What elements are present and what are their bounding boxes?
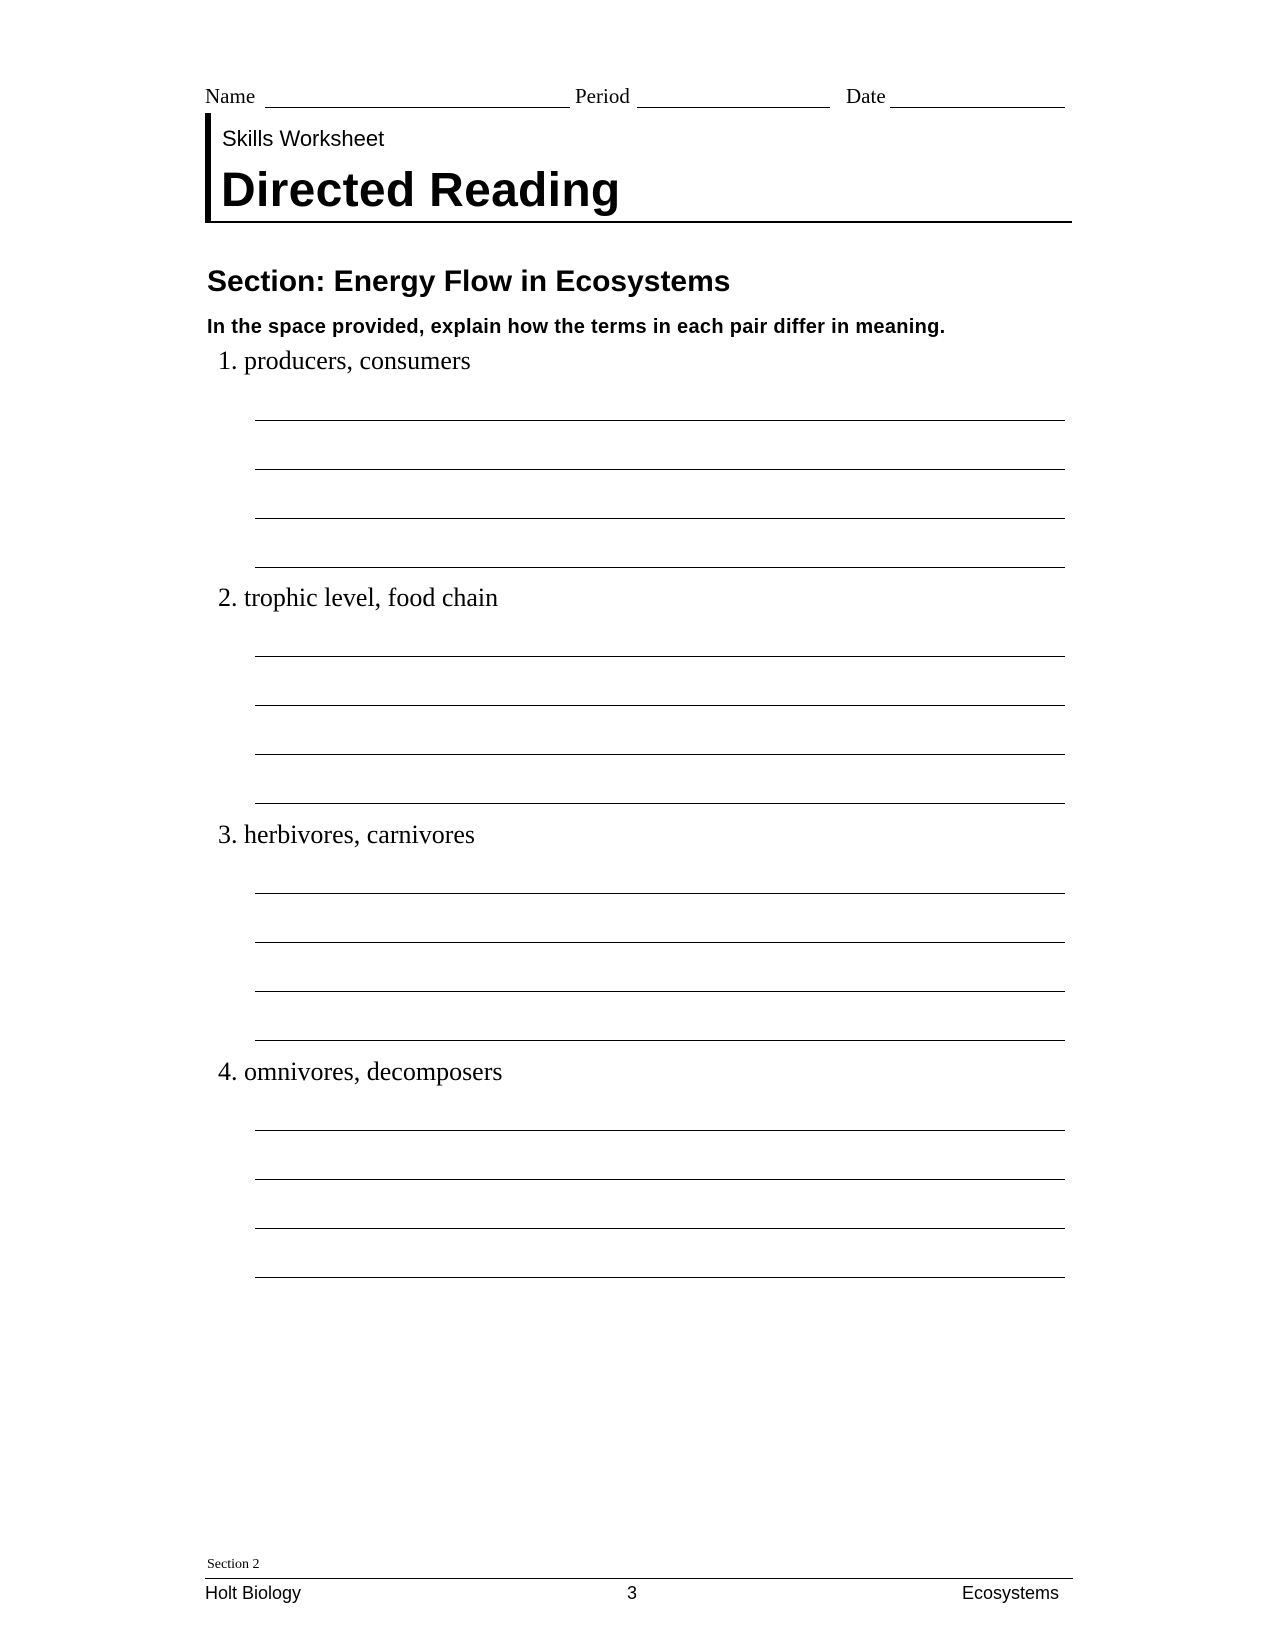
- answer-line[interactable]: [255, 1040, 1065, 1041]
- answer-line[interactable]: [255, 518, 1065, 519]
- title-block: [205, 113, 1072, 223]
- footer-rule: [205, 1578, 1073, 1579]
- worksheet-type: Skills Worksheet: [222, 126, 385, 151]
- title-accent-bar: [205, 113, 211, 223]
- answer-line[interactable]: [255, 1228, 1065, 1229]
- answer-line[interactable]: [255, 1130, 1065, 1131]
- answer-line[interactable]: [255, 942, 1065, 943]
- header-fields: [205, 80, 1065, 110]
- name-label: Name: [205, 84, 256, 108]
- question-3: 3. herbivores, carnivores: [218, 820, 476, 849]
- answer-line[interactable]: [255, 469, 1065, 470]
- footer-page-number: 3: [627, 1583, 638, 1603]
- question-2: 2. trophic level, food chain: [218, 583, 499, 612]
- date-label: Date: [846, 84, 886, 108]
- section-heading: Section: Energy Flow in Ecosystems: [207, 265, 731, 298]
- answer-line[interactable]: [255, 893, 1065, 894]
- question-1: 1. producers, consumers: [218, 346, 471, 375]
- answer-line[interactable]: [255, 420, 1065, 421]
- instructions: In the space provided, explain how the terms in each pair differ in meaning.: [207, 316, 946, 338]
- date-field-line[interactable]: [890, 107, 1065, 108]
- footer-chapter: Ecosystems: [962, 1583, 1060, 1603]
- answer-line[interactable]: [255, 705, 1065, 706]
- answer-line[interactable]: [255, 991, 1065, 992]
- footer-section-label: Section 2: [207, 1557, 260, 1572]
- footer-book-title: Holt Biology: [205, 1583, 302, 1603]
- answer-line[interactable]: [255, 567, 1065, 568]
- title-underline: [205, 221, 1072, 223]
- page-title: Directed Reading: [221, 164, 621, 217]
- period-field-line[interactable]: [637, 107, 830, 108]
- answer-line[interactable]: [255, 803, 1065, 804]
- answer-line[interactable]: [255, 656, 1065, 657]
- period-label: Period: [575, 84, 630, 108]
- answer-line[interactable]: [255, 1277, 1065, 1278]
- question-4: 4. omnivores, decomposers: [218, 1057, 503, 1086]
- answer-line[interactable]: [255, 754, 1065, 755]
- answer-line[interactable]: [255, 1179, 1065, 1180]
- name-field-line[interactable]: [265, 107, 570, 108]
